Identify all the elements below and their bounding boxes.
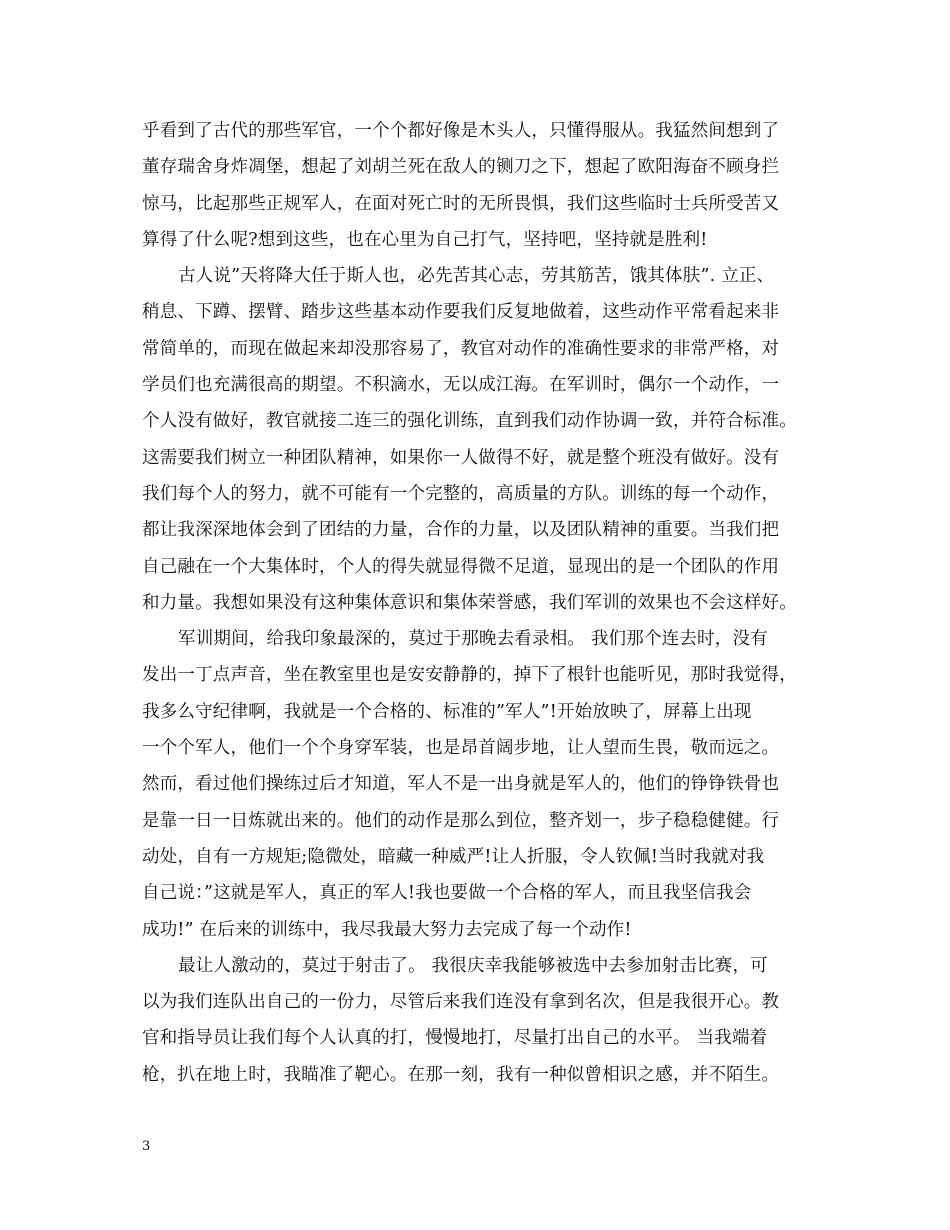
text-line: 个人没有做好，教官就接二连三的强化训练，直到我们动作协调一致，并符合标准。 — [142, 411, 797, 432]
text-line: 一个个军人，他们一个个身穿军装，也是昂首阔步地，让人望而生畏，敬而远之。 — [142, 738, 780, 759]
text-line: 董存瑞舍身炸凋堡，想起了刘胡兰死在敌人的铡刀之下，想起了欧阳海奋不顾身拦 — [142, 157, 780, 178]
text-line: 成功!” 在后来的训练中，我尽我最大努力去完成了每一个动作! — [142, 919, 632, 940]
text-line: 这需要我们树立一种团队精神，如果你一人做得不好，就是整个班没有做好。没有 — [142, 447, 780, 468]
text-line: 稍息、下蹲、摆臂、踏步这些基本动作要我们反复地做着，这些动作平常看起来非 — [142, 302, 780, 323]
text-line: 动处，自有一方规矩;隐微处，暗藏一种威严!让人折服，令人钦佩!当时我就对我 — [142, 846, 765, 867]
text-line: 发出一丁点声音，坐在教室里也是安安静静的，掉下了根针也能听见，那时我觉得， — [142, 665, 797, 686]
body-text — [142, 113, 842, 1093]
text-line: 都让我深深地体会到了团结的力量，合作的力量，以及团队精神的重要。当我们把 — [142, 520, 780, 541]
text-line: 乎看到了古代的那些军官，一个个都好像是木头人，只懂得服从。我猛然间想到了 — [142, 121, 780, 141]
text-line: 枪，扒在地上时，我瞄准了靶心。在那一刻，我有一种似曾相识之感，并不陌生。 — [142, 1064, 780, 1085]
text-line: 和力量。我想如果没有这种集体意识和集体荣誉感，我们军训的效果也不会这样好。 — [142, 592, 797, 613]
text-line: 然而，看过他们操练过后才知道，军人不是一出身就是军人的，他们的铮铮铁骨也 — [142, 774, 780, 795]
text-line: 官和指导员让我们每个人认真的打，慢慢地打，尽量打出自己的水平。 当我端着 — [142, 1028, 768, 1049]
text-line: 我们每个人的努力，就不可能有一个完整的，高质量的方队。训练的每一个动作， — [142, 483, 780, 504]
text-line: 以为我们连队出自己的一份力，尽管后来我们连没有拿到名次，但是我很开心。教 — [142, 992, 780, 1013]
text-line: 自己融在一个大集体时，个人的得失就显得微不足道，显现出的是一个团队的作用 — [142, 556, 780, 577]
text-line: 学员们也充满很高的期望。不积滴水，无以成江海。在军训时，偶尔一个动作，一 — [142, 375, 780, 396]
text-line: 自己说：”这就是军人，真正的军人!我也要做一个合格的军人，而且我坚信我会 — [142, 883, 752, 904]
text-line: 军训期间，给我印象最深的，莫过于那晚去看录相。 我们那个连去时，没有 — [178, 629, 768, 650]
text-line: 是靠一日一日炼就出来的。他们的动作是那么到位，整齐划一，步子稳稳健健。行 — [142, 810, 780, 831]
text-line: 我多么守纪律啊，我就是一个合格的、标准的”军人”!开始放映了，屏幕上出现 — [142, 701, 752, 722]
page-number: 3 — [142, 1139, 151, 1154]
text-line: 最让人激动的，莫过于射击了。 我很庆幸我能够被选中去参加射击比赛，可 — [178, 955, 768, 976]
text-line: 古人说”天将降大任于斯人也，必先苦其心志，劳其筋苦，饿其体肤”. 立正、 — [178, 266, 775, 287]
text-line: 惊马，比起那些正规军人，在面对死亡时的无所畏惧，我们这些临时士兵所受苦又 — [142, 193, 780, 214]
text-line: 常简单的，而现在做起来却没那容易了，教官对动作的准确性要求的非常严格，对 — [142, 338, 780, 359]
text-line: 算得了什么呢?想到这些，也在心里为自己打气，坚持吧，坚持就是胜利! — [142, 229, 708, 250]
